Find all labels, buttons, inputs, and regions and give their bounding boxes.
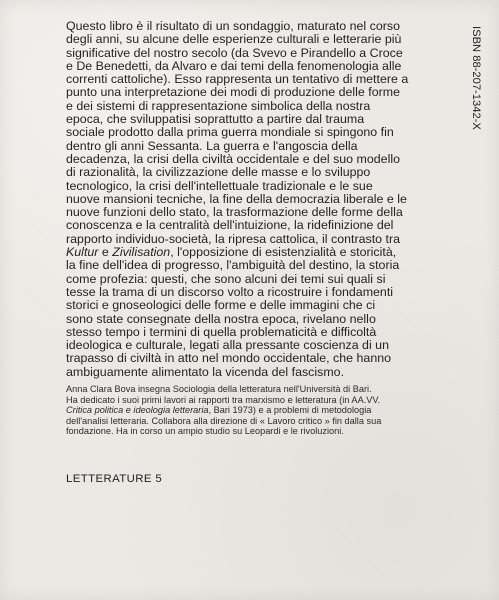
blurb-line-mixed xyxy=(66,246,448,259)
blurb-conjunction: e xyxy=(98,245,113,260)
blurb-line: ideologica e culturale, legati alla pressante coscienza di un xyxy=(66,338,389,353)
blurb-line: nuove funzioni dello stato, la trasformazione delle forme della xyxy=(66,205,403,220)
blurb-line: di razionalità, la civilizzazione delle masse e lo sviluppo xyxy=(66,165,371,180)
blurb-line: ambiguamente alimentato la vicenda del fascismo. xyxy=(66,364,345,379)
author-line-rest: , Bari 1973) e a problemi di metodologia xyxy=(208,405,372,416)
blurb-italic-kultur: Kultur xyxy=(66,245,99,260)
author-line: dell'analisi letteraria. Collabora alla direzione di « Lavoro critico » fin dalla sua xyxy=(66,415,382,426)
author-line: Anna Clara Bova insegna Sociologia della letteratura nell'Università di Bari. xyxy=(66,384,372,394)
blurb-line: nuove mansioni tecniche, la fine della democrazia liberale e le xyxy=(66,191,407,206)
blurb-line: epoca, che sviluppatisi soprattutto a partire dal trauma xyxy=(66,112,365,127)
blurb-line: tesse la trama di un discorso volto a ricostruire i fondamenti xyxy=(66,284,394,299)
blurb-line: trapasso di civiltà in atto nel mondo occidentale, che hanno xyxy=(66,351,392,366)
blurb-line: dentro gli anni Sessanta. La guerra e l'angoscia della xyxy=(66,138,358,153)
blurb-line: Questo libro è il risultato di un sondaggio, maturato nel corso xyxy=(66,19,400,33)
blurb-line: sono state consegnate della nostra epoca, rivelano nello xyxy=(66,311,376,326)
blurb-line: rapporto individuo-società, la ripresa cattolica, il contrasto tra xyxy=(66,231,400,246)
blurb-line: punto una interpretazione dei modi di produzione delle forme xyxy=(66,85,400,100)
blurb-line: e dei sistemi di rappresentazione simbolica della nostra xyxy=(66,98,371,113)
blurb-line: e De Benedetti, da Alvaro e dai temi della fenomenologia alle xyxy=(66,58,402,73)
blurb-line: storici e gnoseologici delle forme e delle immagini che ci xyxy=(66,298,376,313)
blurb-paragraph xyxy=(66,20,448,379)
blurb-line: tecnologico, la crisi dell'intellettuale tradizionale e le sue xyxy=(66,178,373,193)
blurb-line: degli anni, su alcune delle esperienze culturali e letterarie più xyxy=(66,32,402,47)
author-book-title: Critica politica e ideologia letteraria xyxy=(66,405,209,416)
blurb-line: decadenza, la crisi della civiltà occidentale e del suo modello xyxy=(66,151,400,166)
blurb-line: stesso tempo i termini di quella problematicità e difficoltà xyxy=(66,324,377,339)
blurb-after-italic: , l'opposizione di esistenzialità e storicità, xyxy=(170,245,397,260)
blurb-line: sociale prodotto dalla prima guerra mondiale si spingono fin xyxy=(66,125,394,140)
blurb-line: la fine dell'idea di progresso, l'ambiguità del destino, la storia xyxy=(66,258,400,273)
author-line-mixed xyxy=(66,405,446,416)
author-biography xyxy=(66,384,446,437)
blurb-line: correnti cattoliche). Esso rappresenta un tentativo di mettere a xyxy=(66,72,409,87)
blurb-line: conoscenza e la centralità dell'intuizione, la ridefinizione del xyxy=(66,218,394,233)
isbn-vertical-label: ISBN 88-207-1342-X xyxy=(470,26,482,130)
blurb-italic-zivilisation: Zivilisation xyxy=(112,245,171,260)
blurb-line: significative del nostro secolo (da Svevo e Pirandello a Croce xyxy=(66,45,403,60)
blurb-line: come profezia: questi, che sono alcuni dei temi sui quali si xyxy=(66,271,386,286)
author-line: fondazione. Ha in corso un ampio studio su Leopardi e le rivoluzioni. xyxy=(66,426,344,437)
author-line: Ha dedicato i suoi primi lavori ai rapporti tra marxismo e letteratura (in AA.VV. xyxy=(66,394,381,405)
series-label: LETTERATURE 5 xyxy=(66,473,163,485)
